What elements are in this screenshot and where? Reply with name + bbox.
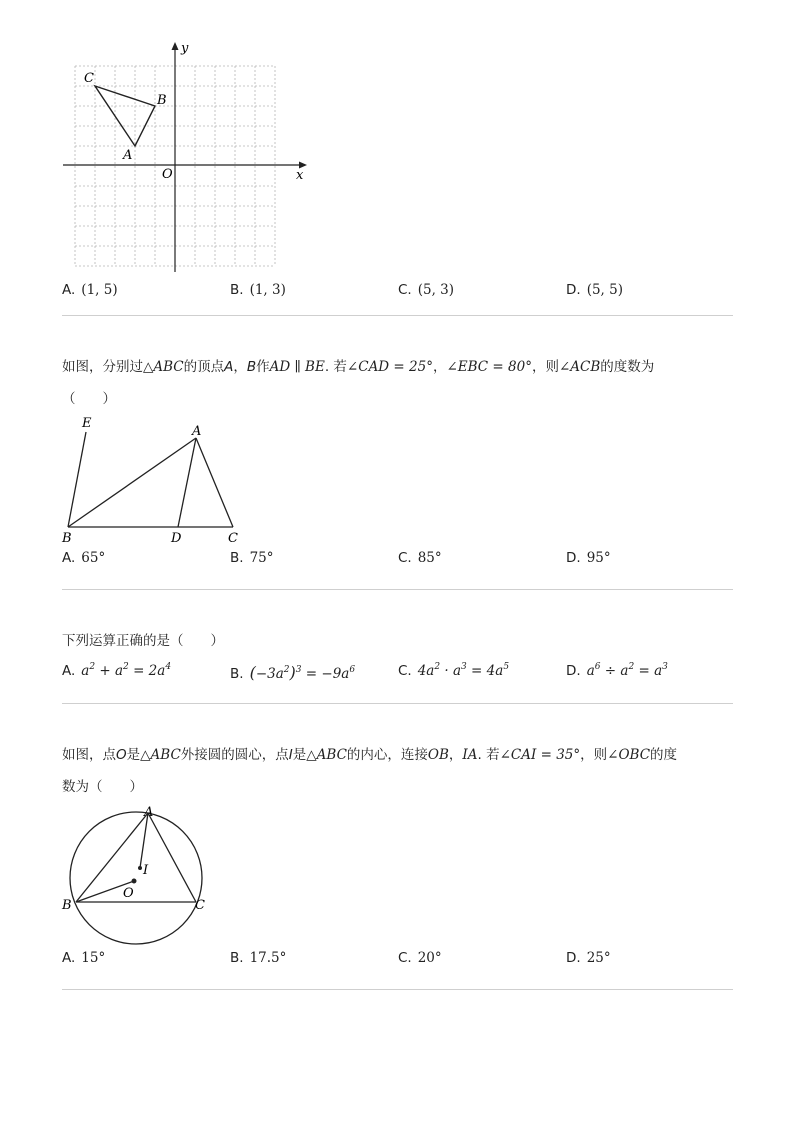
q3-option-a-expr: $a^2 + a^2 = 2a^4$	[81, 662, 172, 679]
label-o: O	[123, 886, 134, 901]
divider	[62, 989, 733, 990]
q1-option-a[interactable]: A. (1, 5)	[62, 282, 118, 298]
q3-option-d[interactable]: D. $a^6 \div a^2 = a^3$	[566, 662, 668, 679]
label-c: C	[195, 898, 205, 913]
q3-option-b-expr: $(-3a^2)^3 = -9a^6$	[249, 663, 356, 682]
q4-circle-figure	[58, 800, 218, 950]
label-c: C	[228, 531, 238, 546]
q4-option-d[interactable]: D. 25°	[566, 950, 611, 966]
triangle-abc	[95, 86, 155, 146]
label-i: I	[143, 863, 149, 878]
q4-option-a[interactable]: A. 15°	[62, 950, 106, 966]
label-a: A	[123, 148, 133, 163]
q4-stem-line2: 数为（ ）	[62, 779, 143, 795]
q3-option-b[interactable]: B. $(-3a^2)^3 = -9a^6$	[230, 663, 356, 682]
q2-option-c[interactable]: C. 85°	[398, 550, 442, 566]
label-y: y	[181, 41, 189, 56]
q2-triangle-figure	[58, 412, 248, 547]
q3-stem: 下列运算正确的是（ ）	[62, 633, 224, 649]
label-b: B	[157, 93, 167, 108]
q1-option-d[interactable]: D. (5, 5)	[566, 282, 623, 298]
label-b: B	[62, 531, 72, 546]
label-b: B	[62, 898, 72, 913]
q2-option-d[interactable]: D. 95°	[566, 550, 611, 566]
q3-option-a[interactable]: A. $a^2 + a^2 = 2a^4$	[62, 662, 172, 679]
q2-stem: 如图，分别过△ABC的顶点A，B作AD ∥ BE. 若∠CAD = 25°，∠EBC = 80°，则∠ACB的度数为	[62, 359, 655, 375]
divider	[62, 703, 733, 704]
q4-option-c[interactable]: C. 20°	[398, 950, 442, 966]
q4-option-b[interactable]: B. 17.5°	[230, 950, 287, 966]
q1-option-c[interactable]: C. (5, 3)	[398, 282, 455, 298]
q3-option-c[interactable]: C. $4a^2 \cdot a^3 = 4a^5$	[398, 662, 510, 679]
circumcircle	[70, 812, 202, 944]
segment-ba	[68, 438, 196, 527]
label-x: x	[296, 168, 304, 183]
q2-answer-paren: （ ）	[62, 391, 116, 407]
label-c: C	[84, 71, 94, 86]
q3-option-d-expr: $a^6 \div a^2 = a^3$	[586, 662, 668, 679]
segment-ac	[148, 813, 196, 902]
q3-option-c-expr: $4a^2 \cdot a^3 = 4a^5$	[417, 662, 510, 679]
label-origin: O	[162, 167, 173, 182]
point-i	[138, 866, 142, 870]
point-o	[132, 879, 137, 884]
q2-option-a[interactable]: A. 65°	[62, 550, 106, 566]
divider	[62, 315, 733, 316]
q2-option-b[interactable]: B. 75°	[230, 550, 274, 566]
divider	[62, 589, 733, 590]
segment-be	[68, 432, 86, 527]
segment-ac	[196, 438, 233, 527]
segment-ad	[178, 438, 196, 527]
y-axis-arrow	[172, 42, 179, 50]
label-a: A	[144, 805, 154, 820]
label-d: D	[171, 531, 182, 546]
label-e: E	[82, 416, 92, 431]
label-a: A	[192, 424, 202, 439]
q1-option-b[interactable]: B. (1, 3)	[230, 282, 286, 298]
q4-stem-line1: 如图，点O是△ABC外接圆的圆心，点I是△ABC的内心，连接OB，IA. 若∠CAI = 35°，则∠OBC的度	[62, 747, 678, 763]
coordinate-grid-figure	[55, 38, 315, 278]
